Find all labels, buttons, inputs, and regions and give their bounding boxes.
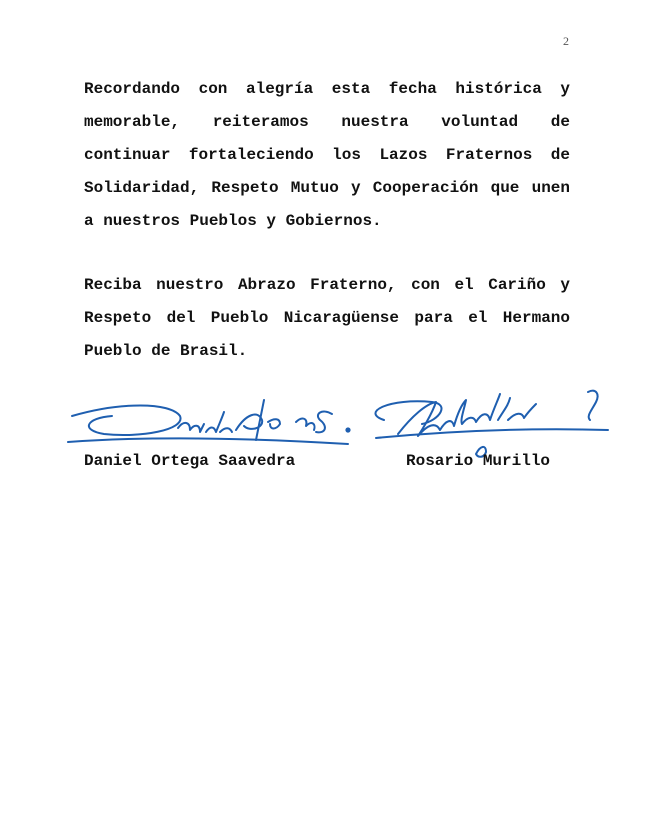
signature-rosario-murillo — [375, 391, 608, 457]
page-number: 2 — [563, 34, 569, 48]
signatory-name: Rosario Murillo — [406, 452, 551, 470]
body-paragraph: Recordando con alegría esta fecha histórica y memorable, reiteramos nuestra voluntad de continuar fortaleciendo los Lazos Fraternos de Solidaridad, Respeto Mutuo y Cooperación que unen a nuestros Pueblos y Gobiernos. — [84, 80, 570, 230]
signature-daniel-ortega — [68, 400, 350, 444]
signatory-name: Daniel Ortega Saavedra — [84, 452, 296, 470]
body-paragraph: Reciba nuestro Abrazo Fraterno, con el Cariño y Respeto del Pueblo Nicaragüense para el Hermano Pueblo de Brasil. — [84, 276, 570, 360]
